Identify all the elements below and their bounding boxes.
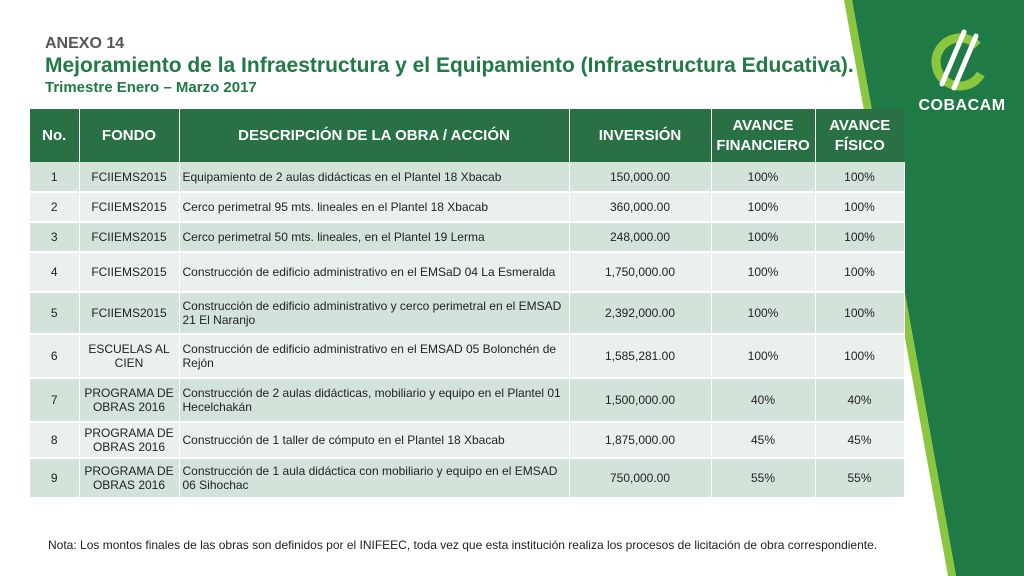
cell-descripcion: Construcción de edificio administrativo en el EMSAD 05 Bolonchén de Rejón <box>179 334 569 378</box>
cell-avance-fisico: 100% <box>815 292 904 334</box>
cell-no: 1 <box>30 162 79 192</box>
column-header-descripcion: DESCRIPCIÓN DE LA OBRA / ACCIÓN <box>179 109 569 162</box>
cell-fondo: FCIIEMS2015 <box>79 192 179 222</box>
cell-avance-fisico: 45% <box>815 422 904 458</box>
cell-avance-fisico: 55% <box>815 458 904 498</box>
cell-descripcion: Construcción de edificio administrativo en el EMSaD 04 La Esmeralda <box>179 252 569 292</box>
cell-avance-financiero: 100% <box>711 252 815 292</box>
cell-descripcion: Cerco perimetral 95 mts. lineales en el Plantel 18 Xbacab <box>179 192 569 222</box>
cobacam-logo-icon <box>920 22 1000 102</box>
brand-name: COBACAM <box>918 97 1006 114</box>
cell-inversion: 1,500,000.00 <box>569 378 711 422</box>
cell-descripcion: Construcción de 1 aula didáctica con mobiliario y equipo en el EMSAD 06 Sihochac <box>179 458 569 498</box>
works-table <box>30 109 905 499</box>
cell-no: 3 <box>30 222 79 252</box>
column-header-avance-financiero: AVANCE FINANCIERO <box>711 109 815 162</box>
cell-inversion: 1,875,000.00 <box>569 422 711 458</box>
cell-inversion: 360,000.00 <box>569 192 711 222</box>
cell-avance-financiero: 55% <box>711 458 815 498</box>
table-row <box>30 378 904 422</box>
cell-fondo: FCIIEMS2015 <box>79 252 179 292</box>
cell-fondo: FCIIEMS2015 <box>79 222 179 252</box>
cell-avance-financiero: 45% <box>711 422 815 458</box>
cell-inversion: 750,000.00 <box>569 458 711 498</box>
annex-label: ANEXO 14 <box>45 35 125 52</box>
cell-no: 4 <box>30 252 79 292</box>
column-header-no: No. <box>30 109 79 162</box>
column-header-inversion: INVERSIÓN <box>569 109 711 162</box>
cell-inversion: 2,392,000.00 <box>569 292 711 334</box>
cell-descripcion: Construcción de edificio administrativo y cerco perimetral en el EMSAD 21 El Naranjo <box>179 292 569 334</box>
cell-inversion: 1,585,281.00 <box>569 334 711 378</box>
cell-avance-fisico: 100% <box>815 252 904 292</box>
cell-inversion: 150,000.00 <box>569 162 711 192</box>
cell-inversion: 248,000.00 <box>569 222 711 252</box>
cell-avance-financiero: 100% <box>711 222 815 252</box>
cell-avance-financiero: 100% <box>711 162 815 192</box>
cell-avance-financiero: 100% <box>711 292 815 334</box>
cell-no: 5 <box>30 292 79 334</box>
header <box>45 35 854 98</box>
cell-no: 8 <box>30 422 79 458</box>
cell-fondo: PROGRAMA DE OBRAS 2016 <box>79 378 179 422</box>
page-title: Mejoramiento de la Infraestructura y el Equipamiento (Infraestructura Educativa). <box>45 54 854 77</box>
cell-fondo: FCIIEMS2015 <box>79 292 179 334</box>
cell-avance-fisico: 40% <box>815 378 904 422</box>
table-row <box>30 192 904 222</box>
cell-descripcion: Cerco perimetral 50 mts. lineales, en el Plantel 19 Lerma <box>179 222 569 252</box>
cell-avance-financiero: 100% <box>711 192 815 222</box>
table-header-row <box>30 109 904 162</box>
cell-no: 7 <box>30 378 79 422</box>
table-row <box>30 458 904 498</box>
cell-no: 9 <box>30 458 79 498</box>
cell-avance-financiero: 40% <box>711 378 815 422</box>
cell-avance-fisico: 100% <box>815 192 904 222</box>
cell-fondo: ESCUELAS AL CIEN <box>79 334 179 378</box>
cell-fondo: PROGRAMA DE OBRAS 2016 <box>79 458 179 498</box>
cell-inversion: 1,750,000.00 <box>569 252 711 292</box>
cell-avance-fisico: 100% <box>815 222 904 252</box>
page-subtitle: Trimestre Enero – Marzo 2017 <box>45 79 257 96</box>
cell-descripcion: Construcción de 1 taller de cómputo en el Plantel 18 Xbacab <box>179 422 569 458</box>
table-row <box>30 334 904 378</box>
cell-fondo: PROGRAMA DE OBRAS 2016 <box>79 422 179 458</box>
cell-no: 2 <box>30 192 79 222</box>
column-header-avance-fisico: AVANCE FÍSICO <box>815 109 904 162</box>
footnote: Nota: Los montos finales de las obras son definidos por el INIFEEC, toda vez que esta institución realiza los procesos de licitación de obra correspondiente. <box>48 538 878 552</box>
cell-avance-financiero: 100% <box>711 334 815 378</box>
cell-avance-fisico: 100% <box>815 162 904 192</box>
table-row <box>30 292 904 334</box>
cell-no: 6 <box>30 334 79 378</box>
table-row <box>30 252 904 292</box>
column-header-fondo: FONDO <box>79 109 179 162</box>
cell-descripcion: Construcción de 2 aulas didácticas, mobiliario y equipo en el Plantel 01 Hecelchakán <box>179 378 569 422</box>
cell-avance-fisico: 100% <box>815 334 904 378</box>
cell-fondo: FCIIEMS2015 <box>79 162 179 192</box>
table-row <box>30 422 904 458</box>
table-row <box>30 162 904 192</box>
table-row <box>30 222 904 252</box>
cell-descripcion: Equipamiento de 2 aulas didácticas en el Plantel 18 Xbacab <box>179 162 569 192</box>
